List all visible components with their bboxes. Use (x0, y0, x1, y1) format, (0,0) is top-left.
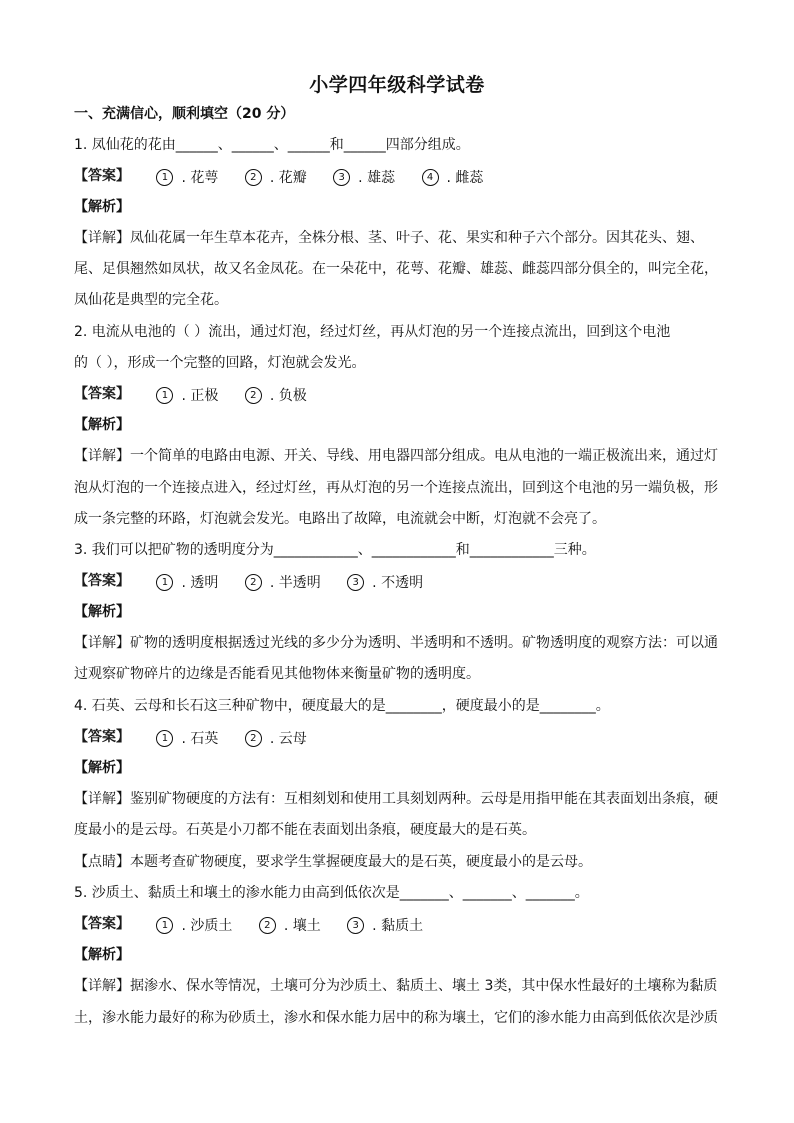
analysis-label-1: 【解析】 (74, 199, 130, 215)
comment-line: 【点睛】本题考查矿物硬度，要求学生掌握硬度最大的是石英，硬度最小的是云母。 (74, 854, 592, 870)
answer-text: . 壤土 (283, 917, 321, 934)
circled-number: 1 (156, 574, 173, 591)
detail-line: 度最小的是云母。石英是小刀都不能在表面划出条痕，硬度最大的是石英。 (74, 822, 536, 838)
circled-number: 2 (245, 574, 262, 591)
answer-label: 【答案】 (74, 168, 130, 184)
question-5: 5. 沙质土、黏质土和壤土的渗水能力由高到低依次是_______、_______、_______。 (74, 885, 589, 901)
answer-label: 【答案】 (74, 386, 130, 402)
answer-option (347, 916, 423, 936)
analysis-label-3: 【解析】 (74, 604, 130, 620)
answer-option (156, 729, 218, 749)
question-3: 3. 我们可以把矿物的透明度分为____________、____________和____________三种。 (74, 542, 596, 558)
answer-label: 【答案】 (74, 573, 130, 589)
question-4: 4. 石英、云母和长石这三种矿物中，硬度最大的是________，硬度最小的是________。 (74, 698, 610, 714)
answer-option (156, 573, 218, 593)
circled-number: 1 (156, 730, 173, 747)
answer-option (156, 386, 218, 406)
answer-label: 【答案】 (74, 916, 130, 932)
circled-number: 2 (245, 387, 262, 404)
question-1: 1. 凤仙花的花由______、______、______和______四部分组成。 (74, 137, 470, 153)
circled-number: 1 (156, 917, 173, 934)
detail-line: 凤仙花是典型的完全花。 (74, 292, 228, 308)
answer-row-5 (74, 914, 720, 936)
answer-text: . 云母 (269, 730, 307, 747)
detail-line: 【详解】一个简单的电路由电源、开关、导线、用电器四部分组成。电从电池的一端正极流出来，通过灯 (74, 448, 718, 464)
answer-text: . 石英 (181, 730, 219, 747)
detail-line: 【详解】凤仙花属一年生草本花卉，全株分根、茎、叶子、花、果实和种子六个部分。因其花头、翅、 (74, 230, 704, 246)
answer-option (333, 168, 395, 188)
answer-text: . 负极 (269, 387, 307, 404)
question-2-line: 2. 电流从电池的（ ）流出，通过灯泡，经过灯丝，再从灯泡的另一个连接点流出，回到这个电池 (74, 324, 671, 340)
answer-option (245, 168, 307, 188)
detail-line: 过观察矿物碎片的边缘是否能看见其他物体来衡量矿物的透明度。 (74, 666, 480, 682)
answer-text: . 不透明 (372, 574, 424, 591)
answer-row-2 (74, 384, 720, 406)
answer-option (156, 168, 218, 188)
answer-label: 【答案】 (74, 729, 130, 745)
section-heading: 一、充满信心，顺利填空（20 分） (74, 106, 295, 122)
circled-number: 2 (259, 917, 276, 934)
circled-number: 3 (347, 574, 364, 591)
answer-row-4 (74, 727, 720, 749)
detail-line: 尾、足俱翘然如凤状，故又名金凤花。在一朵花中，花萼、花瓣、雄蕊、雌蕊四部分俱全的，叫完全花， (74, 261, 718, 277)
circled-number: 3 (347, 917, 364, 934)
analysis-label-5: 【解析】 (74, 947, 130, 963)
answer-text: . 花萼 (181, 169, 219, 186)
answer-option (259, 916, 321, 936)
circled-number: 3 (333, 169, 350, 186)
answer-option (245, 729, 307, 749)
circled-number: 2 (245, 169, 262, 186)
answer-text: . 正极 (181, 387, 219, 404)
circled-number: 4 (422, 169, 439, 186)
analysis-label-2: 【解析】 (74, 417, 130, 433)
circled-number: 2 (245, 730, 262, 747)
answer-text: . 沙质土 (181, 917, 233, 934)
detail-line: 土，渗水能力最好的称为砂质土，渗水和保水能力居中的称为壤土，它们的渗水能力由高到低依次是沙质 (74, 1010, 718, 1026)
answer-option (347, 573, 423, 593)
detail-line: 成一条完整的环路，灯泡就会发光。电路出了故障，电流就会中断，灯泡就不会亮了。 (74, 511, 606, 527)
analysis-label-4: 【解析】 (74, 760, 130, 776)
answer-text: . 雌蕊 (446, 169, 484, 186)
answer-row-3 (74, 571, 720, 593)
answer-text: . 黏质土 (372, 917, 424, 934)
answer-option (245, 386, 307, 406)
answer-option (156, 916, 232, 936)
circled-number: 1 (156, 169, 173, 186)
answer-text: . 透明 (181, 574, 219, 591)
page-title: 小学四年级科学试卷 (309, 74, 485, 96)
answer-text: . 花瓣 (269, 169, 307, 186)
detail-line: 【详解】鉴别矿物硬度的方法有：互相刻划和使用工具刻划两种。云母是用指甲能在其表面划出条痕，硬 (74, 791, 718, 807)
detail-line: 【详解】矿物的透明度根据透过光线的多少分为透明、半透明和不透明。矿物透明度的观察方法：可以通 (74, 635, 718, 651)
answer-option (422, 168, 484, 188)
circled-number: 1 (156, 387, 173, 404)
question-2-line: 的（ ），形成一个完整的回路，灯泡就会发光。 (74, 355, 366, 371)
detail-line: 泡从灯泡的一个连接点进入，经过灯丝，再从灯泡的另一个连接点流出，回到这个电池的另一端负极，形 (74, 480, 718, 496)
answer-row-1 (74, 166, 720, 188)
answer-text: . 半透明 (269, 574, 321, 591)
detail-line: 【详解】据渗水、保水等情况，土壤可分为沙质土、黏质土、壤土 3类，其中保水性最好的土壤称为黏质 (74, 978, 718, 994)
answer-text: . 雄蕊 (358, 169, 396, 186)
answer-option (245, 573, 321, 593)
